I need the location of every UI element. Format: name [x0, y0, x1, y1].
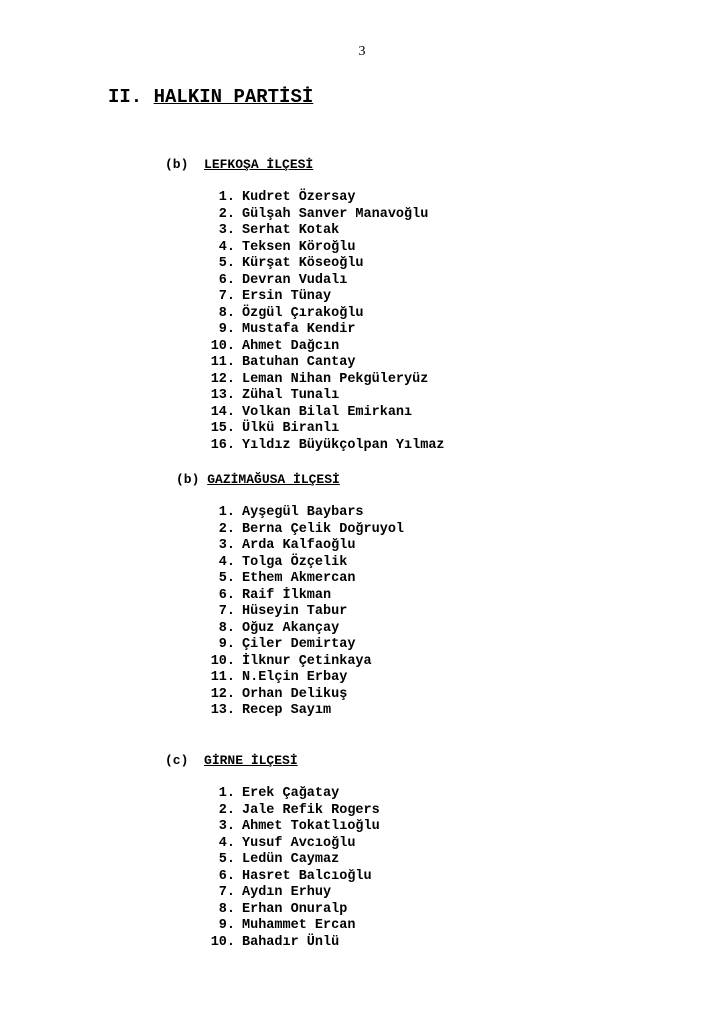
- candidate-name: Ethem Akmercan: [242, 571, 356, 586]
- candidate-name: Muhammet Ercan: [242, 918, 356, 933]
- section-title: LEFKOŞA İLÇESİ: [204, 157, 314, 172]
- candidate-number: 11.: [210, 355, 235, 370]
- page-number: 3: [358, 44, 366, 59]
- candidate-item: [201, 372, 445, 389]
- candidate-item: [201, 421, 445, 438]
- candidate-number: 11.: [210, 670, 235, 685]
- candidate-item: [201, 322, 445, 339]
- candidate-item: [201, 604, 404, 621]
- candidate-item: [201, 339, 445, 356]
- section-title: GİRNE İLÇESİ: [204, 753, 298, 768]
- candidate-item: [201, 869, 380, 886]
- candidate-list-gazimagusa: [201, 505, 404, 720]
- candidate-name: Bahadır Ünlü: [242, 934, 340, 950]
- candidate-name: Hasret Balcıoğlu: [242, 868, 372, 884]
- candidate-name: Arda Kalfaoğlu: [242, 538, 356, 553]
- candidate-number: 2.: [218, 521, 235, 537]
- candidate-name: Erhan Onuralp: [242, 901, 348, 917]
- candidate-number: 6.: [218, 868, 235, 884]
- candidate-name: Serhat Kotak: [242, 223, 340, 238]
- candidate-name: Ayşegül Baybars: [242, 505, 364, 520]
- candidate-item: [201, 852, 380, 869]
- candidate-item: [201, 438, 445, 455]
- candidate-number: 5.: [218, 256, 235, 271]
- candidate-number: 2.: [218, 802, 235, 818]
- candidate-item: [201, 273, 445, 290]
- candidate-list-girne: [201, 786, 380, 951]
- candidate-name: Kudret Özersay: [242, 190, 356, 205]
- candidate-name: Aydın Erhuy: [242, 885, 332, 900]
- candidate-number: 3.: [218, 223, 235, 238]
- candidate-number: 15.: [210, 421, 235, 436]
- candidate-item: [201, 885, 380, 902]
- candidate-number: 13.: [210, 388, 235, 403]
- candidate-name: Raif İlkman: [242, 587, 332, 603]
- candidate-item: [201, 256, 445, 273]
- candidate-list-lefkosa: [201, 190, 445, 454]
- section-title: GAZİMAĞUSA İLÇESİ: [207, 472, 340, 487]
- candidate-name: Kürşat Köseoğlu: [242, 256, 364, 271]
- candidate-number: 4.: [218, 554, 235, 570]
- section-letter: (b): [176, 472, 200, 487]
- candidate-item: [201, 388, 445, 405]
- candidate-number: 12.: [210, 686, 235, 702]
- candidate-number: 13.: [210, 703, 235, 718]
- section-heading-gazimagusa: [176, 472, 340, 487]
- candidate-name: Zühal Tunalı: [242, 388, 340, 403]
- candidate-number: 10.: [210, 934, 235, 950]
- candidate-name: Mustafa Kendir: [242, 322, 356, 337]
- candidate-name: Ledün Caymaz: [242, 852, 340, 867]
- candidate-item: [201, 538, 404, 555]
- candidate-item: [201, 190, 445, 207]
- candidate-number: 12.: [210, 371, 235, 387]
- section-heading-girne: [165, 753, 298, 768]
- candidate-item: [201, 803, 380, 820]
- candidate-number: 4.: [218, 835, 235, 851]
- candidate-number: 4.: [218, 239, 235, 255]
- candidate-number: 3.: [218, 819, 235, 834]
- party-numeral: II.: [108, 86, 143, 108]
- candidate-number: 8.: [218, 620, 235, 636]
- party-heading: [108, 86, 313, 108]
- candidate-name: Oğuz Akançay: [242, 620, 340, 636]
- candidate-item: [201, 902, 380, 919]
- candidate-name: İlknur Çetinkaya: [242, 653, 372, 669]
- candidate-number: 16.: [210, 437, 235, 453]
- candidate-number: 2.: [218, 206, 235, 222]
- candidate-number: 5.: [218, 571, 235, 586]
- candidate-number: 6.: [218, 587, 235, 603]
- candidate-item: [201, 637, 404, 654]
- candidate-item: [201, 935, 380, 952]
- candidate-item: [201, 703, 404, 720]
- candidate-item: [201, 355, 445, 372]
- candidate-name: Ahmet Dağcın: [242, 338, 340, 354]
- candidate-item: [201, 223, 445, 240]
- candidate-name: Çiler Demirtay: [242, 637, 356, 652]
- candidate-number: 7.: [218, 885, 235, 900]
- candidate-name: Devran Vudalı: [242, 272, 348, 288]
- candidate-name: N.Elçin Erbay: [242, 670, 348, 685]
- candidate-number: 7.: [218, 604, 235, 619]
- candidate-item: [201, 207, 445, 224]
- section-letter: (b): [165, 157, 189, 172]
- candidate-item: [201, 289, 445, 306]
- candidate-name: Batuhan Cantay: [242, 355, 356, 370]
- candidate-name: Orhan Delikuş: [242, 686, 348, 702]
- candidate-name: Jale Refik Rogers: [242, 802, 380, 818]
- candidate-item: [201, 786, 380, 803]
- candidate-name: Yusuf Avcıoğlu: [242, 835, 356, 851]
- candidate-name: Ahmet Tokatlıoğlu: [242, 819, 380, 834]
- candidate-item: [201, 670, 404, 687]
- candidate-number: 10.: [210, 653, 235, 669]
- candidate-number: 14.: [210, 404, 235, 420]
- candidate-item: [201, 306, 445, 323]
- candidate-item: [201, 240, 445, 257]
- candidate-item: [201, 522, 404, 539]
- candidate-name: Özgül Çırakoğlu: [242, 305, 364, 321]
- candidate-number: 9.: [218, 322, 235, 337]
- candidate-number: 5.: [218, 852, 235, 867]
- section-letter: (c): [165, 753, 189, 768]
- candidate-name: Hüseyin Tabur: [242, 604, 348, 619]
- candidate-number: 3.: [218, 538, 235, 553]
- candidate-item: [201, 505, 404, 522]
- candidate-item: [201, 819, 380, 836]
- candidate-number: 6.: [218, 272, 235, 288]
- candidate-name: Volkan Bilal Emirkanı: [242, 404, 413, 420]
- candidate-number: 9.: [218, 918, 235, 933]
- section-heading-lefkosa: [165, 157, 313, 172]
- candidate-item: [201, 687, 404, 704]
- candidate-name: Ülkü Biranlı: [242, 421, 340, 436]
- candidate-name: Berna Çelik Doğruyol: [242, 521, 405, 537]
- candidate-name: Gülşah Sanver Manavoğlu: [242, 206, 429, 222]
- candidate-number: 8.: [218, 901, 235, 917]
- candidate-name: Teksen Köroğlu: [242, 239, 356, 255]
- candidate-item: [201, 918, 380, 935]
- candidate-number: 1.: [218, 505, 235, 520]
- candidate-name: Leman Nihan Pekgüleryüz: [242, 371, 429, 387]
- candidate-number: 7.: [218, 289, 235, 304]
- candidate-item: [201, 654, 404, 671]
- candidate-item: [201, 621, 404, 638]
- candidate-name: Ersin Tünay: [242, 289, 332, 304]
- candidate-number: 1.: [218, 190, 235, 205]
- candidate-number: 8.: [218, 305, 235, 321]
- candidate-item: [201, 555, 404, 572]
- candidate-item: [201, 571, 404, 588]
- candidate-item: [201, 588, 404, 605]
- candidate-item: [201, 836, 380, 853]
- candidate-name: Recep Sayım: [242, 703, 332, 718]
- party-name: HALKIN PARTİSİ: [153, 86, 314, 108]
- candidate-number: 10.: [210, 338, 235, 354]
- candidate-number: 1.: [218, 786, 235, 801]
- candidate-name: Tolga Özçelik: [242, 554, 348, 570]
- candidate-name: Yıldız Büyükçolpan Yılmaz: [242, 437, 445, 453]
- candidate-item: [201, 405, 445, 422]
- candidate-name: Erek Çağatay: [242, 786, 340, 801]
- candidate-number: 9.: [218, 637, 235, 652]
